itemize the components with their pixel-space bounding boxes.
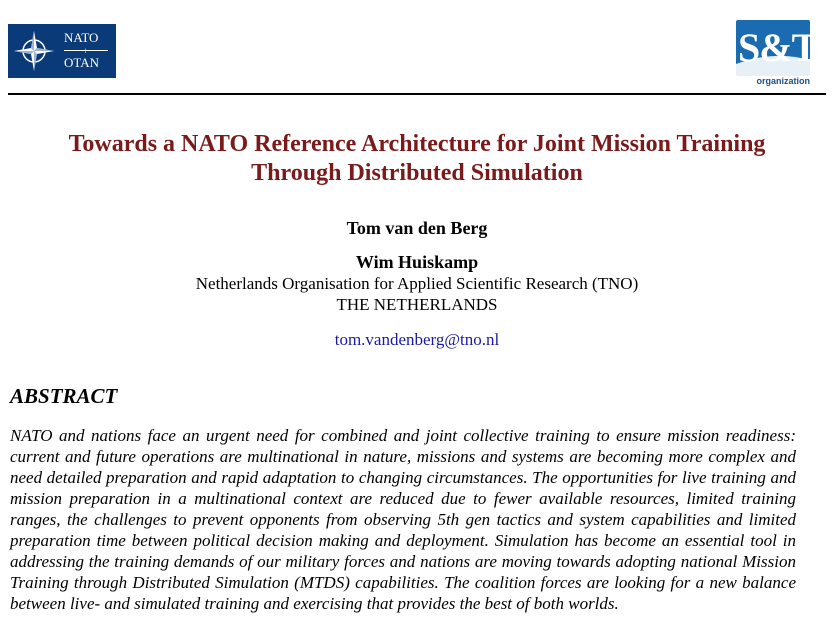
paper-title-line-2: Through Distributed Simulation: [251, 160, 583, 186]
header-divider: [8, 93, 826, 95]
abstract-heading: ABSTRACT: [10, 384, 118, 408]
abstract-text: NATO and nations face an urgent need for combined and joint collective training to ensure mission readiness: current and future operations are multinational in nature, missions and systems are becoming more complex and need detailed preparation and rapid adaptation to changing circumstances. The opportunities for live training and mission preparation in a multinational context are reduced due to fewer available resources, limited training ranges, the challenges to prevent opponents from observing 5th gen tactics and system capabilities and limited preparation time between political decision making and deployment. Simulation has become an essential tool in addressing the training demands of our military forces and nations are moving towards adopting national Mission Training through Distributed Simulation (MTDS) capabilities. The coalition forces are looking for a new balance between live- and simulated training and exercising that provides the best of both worlds.: [10, 426, 796, 613]
paper-title-line-1: Towards a NATO Reference Architecture for Joint Mission Training: [68, 131, 766, 157]
paper-title: [0, 130, 834, 188]
author-name: Tom van den Berg: [346, 218, 488, 238]
st-logo-box: [736, 20, 818, 76]
author-affiliation: Netherlands Organisation for Applied Scientific Research (TNO): [195, 274, 639, 293]
st-mark: S&T: [738, 25, 818, 70]
nato-compass-star-icon: [8, 24, 60, 78]
author-name: Wim Huiskamp: [355, 252, 479, 272]
nato-plus-mark: +: [83, 46, 89, 56]
nato-otan-logo: [8, 24, 116, 78]
author-country: THE NETHERLANDS: [336, 295, 498, 314]
nato-word: NATO: [64, 30, 99, 45]
st-caption: organization: [756, 76, 810, 86]
author-email-link[interactable]: tom.vandenberg@tno.nl: [334, 330, 500, 349]
nato-otan-wordmark: [60, 24, 116, 78]
otan-word: OTAN: [64, 55, 100, 70]
st-organization-logo: [736, 20, 818, 90]
